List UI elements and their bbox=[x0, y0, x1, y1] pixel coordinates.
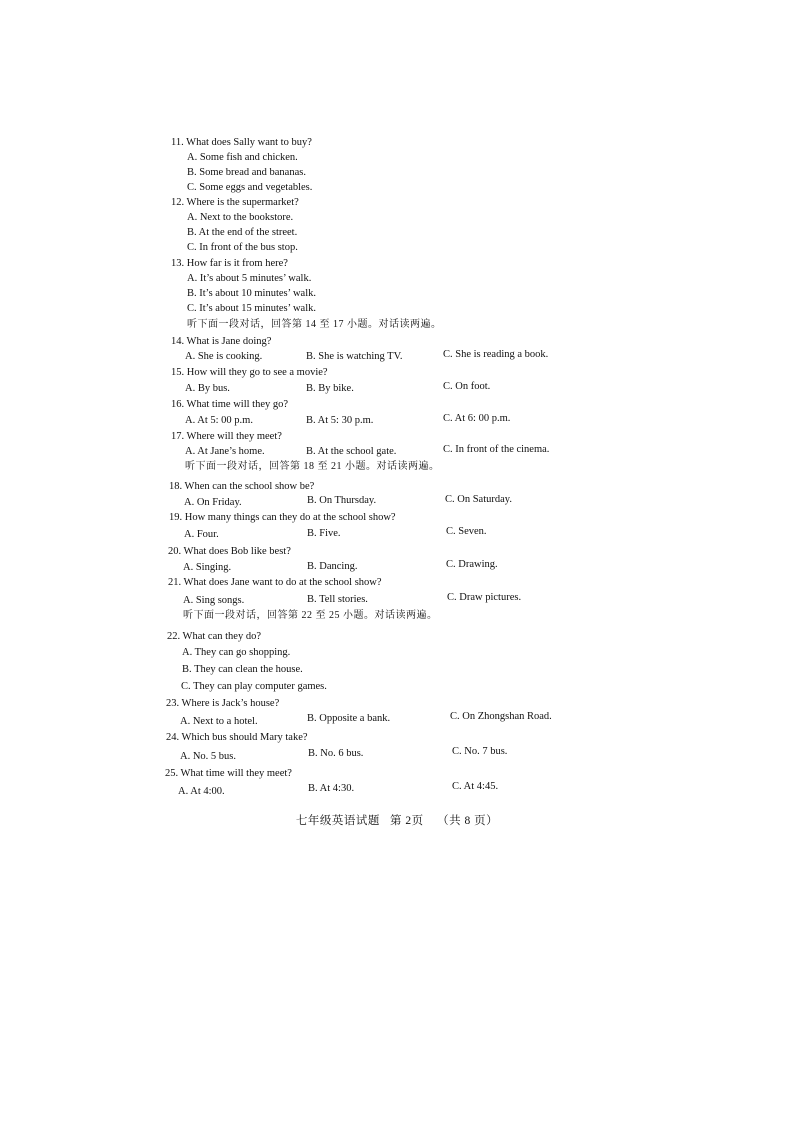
option-14c: C. She is reading a book. bbox=[443, 349, 549, 360]
option-12a: A. Next to the bookstore. bbox=[187, 212, 294, 223]
option-13b: B. It’s about 10 minutes’ walk. bbox=[187, 288, 316, 299]
option-21a: A. Sing songs. bbox=[183, 595, 245, 606]
option-17b: B. At the school gate. bbox=[306, 446, 397, 457]
question-19: 19. How many things can they do at the school show? bbox=[169, 512, 396, 523]
option-22c: C. They can play computer games. bbox=[181, 681, 327, 692]
option-23c: C. On Zhongshan Road. bbox=[450, 711, 552, 722]
option-24b: B. No. 6 bus. bbox=[308, 748, 364, 759]
footer-page-number: 第 2页 bbox=[390, 815, 424, 827]
option-14b: B. She is watching TV. bbox=[306, 351, 403, 362]
option-18b: B. On Thursday. bbox=[307, 495, 377, 506]
option-15a: A. By bus. bbox=[185, 383, 230, 394]
option-15b: B. By bike. bbox=[306, 383, 354, 394]
question-14: 14. What is Jane doing? bbox=[171, 336, 272, 347]
option-23b: B. Opposite a bank. bbox=[307, 713, 391, 724]
question-25: 25. What time will they meet? bbox=[165, 768, 292, 779]
option-18c: C. On Saturday. bbox=[445, 494, 512, 505]
option-25a: A. At 4:00. bbox=[178, 786, 225, 797]
question-24: 24. Which bus should Mary take? bbox=[166, 732, 308, 743]
option-24c: C. No. 7 bus. bbox=[452, 746, 508, 757]
option-17c: C. In front of the cinema. bbox=[443, 444, 550, 455]
option-12c: C. In front of the bus stop. bbox=[187, 242, 298, 253]
option-13a: A. It’s about 5 minutes’ walk. bbox=[187, 273, 312, 284]
question-12: 12. Where is the supermarket? bbox=[171, 197, 299, 208]
option-23a: A. Next to a hotel. bbox=[180, 716, 258, 727]
question-13: 13. How far is it from here? bbox=[171, 258, 288, 269]
option-11c: C. Some eggs and vegetables. bbox=[187, 182, 313, 193]
option-19c: C. Seven. bbox=[446, 526, 487, 537]
option-17a: A. At Jane’s home. bbox=[185, 446, 265, 457]
option-16a: A. At 5: 00 p.m. bbox=[185, 415, 253, 426]
option-20b: B. Dancing. bbox=[307, 561, 358, 572]
instruction-18-21: 听下面一段对话，回答第 18 至 21 小题。对话读两遍。 bbox=[185, 461, 440, 472]
question-11: 11. What does Sally want to buy? bbox=[171, 137, 312, 148]
question-23: 23. Where is Jack’s house? bbox=[166, 698, 280, 709]
option-14a: A. She is cooking. bbox=[185, 351, 263, 362]
option-19b: B. Five. bbox=[307, 528, 341, 539]
option-11b: B. Some bread and bananas. bbox=[187, 167, 306, 178]
question-15: 15. How will they go to see a movie? bbox=[171, 367, 328, 378]
instruction-22-25: 听下面一段对话，回答第 22 至 25 小题。对话读两遍。 bbox=[183, 610, 438, 621]
option-22b: B. They can clean the house. bbox=[182, 664, 303, 675]
question-21: 21. What does Jane want to do at the school show? bbox=[168, 577, 382, 588]
option-21b: B. Tell stories. bbox=[307, 594, 368, 605]
option-13c: C. It’s about 15 minutes’ walk. bbox=[187, 303, 316, 314]
option-24a: A. No. 5 bus. bbox=[180, 751, 237, 762]
footer-subject: 七年级英语试题 bbox=[295, 815, 380, 827]
option-12b: B. At the end of the street. bbox=[187, 227, 298, 238]
question-17: 17. Where will they meet? bbox=[171, 431, 282, 442]
question-18: 18. When can the school show be? bbox=[169, 481, 315, 492]
option-25b: B. At 4:30. bbox=[308, 783, 355, 794]
option-25c: C. At 4:45. bbox=[452, 781, 499, 792]
question-20: 20. What does Bob like best? bbox=[168, 546, 291, 557]
option-20c: C. Drawing. bbox=[446, 559, 498, 570]
option-21c: C. Draw pictures. bbox=[447, 592, 522, 603]
option-20a: A. Singing. bbox=[183, 562, 232, 573]
option-16b: B. At 5: 30 p.m. bbox=[306, 415, 374, 426]
question-22: 22. What can they do? bbox=[167, 631, 261, 642]
instruction-14-17: 听下面一段对话，回答第 14 至 17 小题。对话读两遍。 bbox=[187, 319, 442, 330]
option-15c: C. On foot. bbox=[443, 381, 491, 392]
option-18a: A. On Friday. bbox=[184, 497, 242, 508]
footer-total-pages: （共 8 页） bbox=[437, 815, 499, 827]
question-16: 16. What time will they go? bbox=[171, 399, 289, 410]
option-19a: A. Four. bbox=[184, 529, 219, 540]
option-16c: C. At 6: 00 p.m. bbox=[443, 413, 511, 424]
option-11a: A. Some fish and chicken. bbox=[187, 152, 298, 163]
option-22a: A. They can go shopping. bbox=[182, 647, 291, 658]
page-footer bbox=[0, 812, 794, 828]
